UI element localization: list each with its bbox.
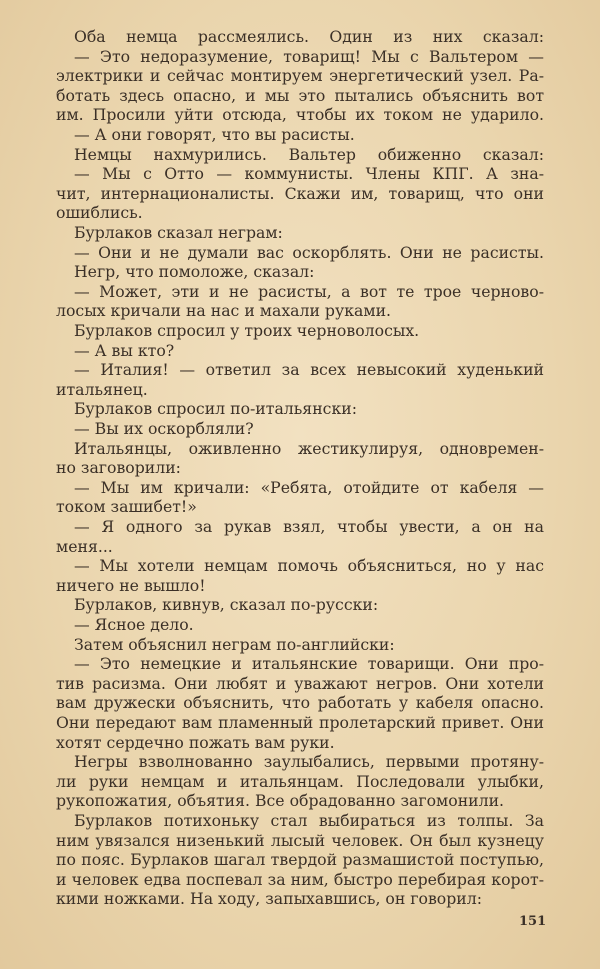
text-line: кими ножками. На ходу, запыхавшись, он говорил: bbox=[56, 889, 482, 909]
text-line: и человек едва поспевал за ним, быстро перебирая корот- bbox=[56, 869, 544, 889]
text-line: итальянец. bbox=[56, 379, 148, 399]
text-line: Оба немца рассмеялись. Один из них сказал: bbox=[74, 27, 544, 46]
text-line: — Может, эти и не расисты, а вот те трое черново- bbox=[74, 281, 544, 301]
text-line: — Я одного за рукав взял, чтобы увести, а он на bbox=[74, 517, 544, 536]
text-line: им. Просили уйти отсюда, чтобы их током не ударило. bbox=[56, 105, 544, 125]
text-line: — Это немецкие и итальянские товарищи. Они про- bbox=[74, 654, 544, 674]
page-number: 151 bbox=[519, 914, 547, 929]
text-line: Итальянцы, оживленно жестикулируя, одновремен- bbox=[74, 438, 544, 458]
text-line: по пояс. Бурлаков шагал твердой размашистой поступью, bbox=[56, 850, 544, 870]
text-line: ошиблись. bbox=[56, 203, 143, 223]
text-line: — Мы им кричали: «Ребята, отойдите от кабеля — bbox=[74, 477, 544, 497]
text-line: Бурлаков потихоньку стал выбираться из толпы. За bbox=[74, 811, 544, 830]
text-line: вам дружески объяснить, что работать у кабеля опасно. bbox=[56, 693, 544, 713]
text-line: Бурлаков спросил по-итальянски: bbox=[74, 399, 357, 419]
text-line: Бурлаков спросил у троих черноволосых. bbox=[74, 321, 420, 340]
text-line: — Вы их оскорбляли? bbox=[74, 419, 254, 438]
text-line: — Мы с Отто — коммунисты. Члены КПГ. А зна- bbox=[74, 164, 544, 184]
text-line: Бурлаков, кивнув, сказал по-русски: bbox=[74, 595, 379, 615]
text-line: электрики и сейчас монтируем энергетический узел. Ра- bbox=[56, 66, 544, 86]
text-line: током зашибет!» bbox=[56, 497, 197, 517]
text-line: ботать здесь опасно, и мы это пытались объяснить вот bbox=[56, 85, 544, 105]
text-line: Они передают вам пламенный пролетарский привет. Они bbox=[56, 713, 544, 732]
text-line: Негр, что помоложе, сказал: bbox=[74, 262, 315, 282]
text-line: Бурлаков сказал неграм: bbox=[74, 223, 283, 242]
text-line: ним увязался низенький лысый человек. Он был кузнецу bbox=[56, 830, 544, 850]
text-line: чит, интернационалисты. Скажи им, товарищ, что они bbox=[56, 183, 544, 203]
text-line: — А вы кто? bbox=[74, 340, 175, 360]
text-line: — Они и не думали вас оскорблять. Они не расисты. bbox=[74, 242, 544, 262]
text-line: Немцы нахмурились. Вальтер обиженно сказал: bbox=[74, 144, 544, 164]
text-body bbox=[56, 27, 547, 929]
text-line: лосых кричали на нас и махали руками. bbox=[56, 301, 392, 321]
text-line: Негры взволнованно заулыбались, первыми протяну- bbox=[74, 752, 544, 772]
text-line: тив расизма. Они любят и уважают негров. Они хотели bbox=[56, 673, 544, 693]
text-line: меня... bbox=[56, 536, 113, 556]
text-line: — Ясное дело. bbox=[74, 615, 194, 634]
text-line: — Это недоразумение, товарищ! Мы с Вальтером — bbox=[74, 46, 544, 66]
text-line: хотят сердечно пожать вам руки. bbox=[56, 732, 335, 752]
text-line: ничего не вышло! bbox=[56, 575, 206, 595]
text-line: Затем объяснил неграм по-английски: bbox=[74, 634, 395, 654]
text-line: — Италия! — ответил за всех невысокий худенький bbox=[74, 360, 544, 380]
text-line: — А они говорят, что вы расисты. bbox=[74, 125, 355, 144]
text-line: но заговорили: bbox=[56, 458, 181, 478]
text-line: — Мы хотели немцам помочь объясниться, но у нас bbox=[74, 556, 544, 576]
text-line: рукопожатия, объятия. Все обрадованно загомонили. bbox=[56, 791, 505, 811]
text-line: ли руки немцам и итальянцам. Последовали улыбки, bbox=[56, 771, 544, 791]
